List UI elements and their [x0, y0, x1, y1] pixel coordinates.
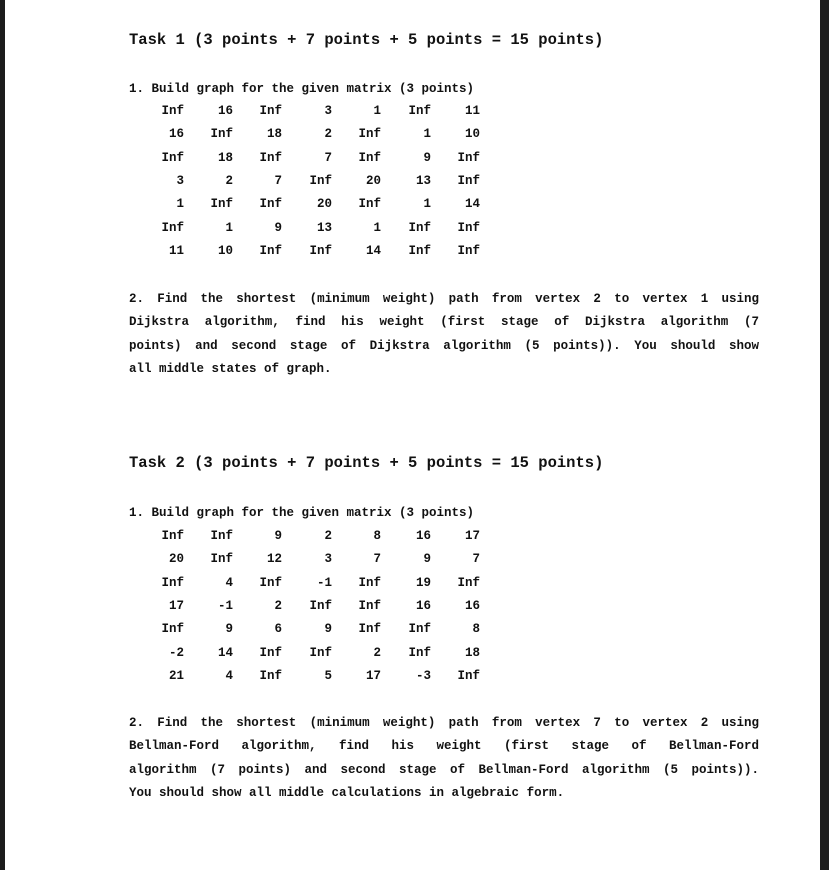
matrix-cell: 6 [274, 622, 282, 637]
matrix-cell: 10 [217, 243, 233, 258]
matrix-cell: 2 [274, 598, 282, 613]
matrix-cell: Inf [358, 598, 381, 613]
matrix-cell: Inf [358, 575, 381, 590]
matrix-cell: 2 [373, 645, 381, 660]
matrix-cell: 4 [225, 575, 233, 590]
matrix-cell: 1 [373, 220, 381, 235]
matrix-cell: 10 [464, 127, 480, 142]
matrix-cell: 3 [176, 173, 184, 188]
matrix-cell: -1 [316, 575, 332, 590]
matrix-cell: Inf [259, 150, 282, 165]
paragraph-line: all middle states of graph. [129, 361, 332, 376]
matrix-cell: Inf [408, 104, 431, 118]
task2-item1: 1. Build graph for the given matrix (3 points) [129, 506, 475, 520]
matrix-cell: Inf [309, 243, 332, 258]
matrix-cell: Inf [358, 622, 381, 637]
matrix-cell: 18 [464, 645, 480, 660]
matrix-cell: Inf [210, 127, 233, 142]
matrix-cell: Inf [259, 243, 282, 258]
task1-title: Task 1 (3 points + 7 points + 5 points = 15 points) [129, 31, 604, 49]
matrix-cell: 2 [324, 529, 332, 543]
matrix-cell: 3 [324, 104, 332, 118]
matrix-cell: 17 [464, 529, 480, 543]
matrix-cell: -1 [217, 598, 233, 613]
matrix-cell: 16 [217, 104, 233, 118]
matrix-cell: 18 [266, 127, 282, 142]
matrix-cell: 2 [225, 173, 233, 188]
matrix-cell: 17 [365, 668, 381, 683]
paragraph-line: algorithm (7 points) and second stage of Bellman-Ford algorithm (5 points)). [129, 762, 759, 777]
matrix-cell: 2 [324, 127, 332, 142]
matrix-cell: Inf [309, 645, 332, 660]
matrix-cell: Inf [161, 104, 184, 118]
matrix-cell: 1 [373, 104, 381, 118]
matrix-cell: 1 [225, 220, 233, 235]
matrix-cell: 21 [168, 668, 184, 683]
matrix-cell: 14 [217, 645, 233, 660]
matrix-cell: Inf [161, 150, 184, 165]
matrix-cell: Inf [309, 598, 332, 613]
matrix-cell: Inf [457, 173, 480, 188]
matrix-cell: Inf [408, 645, 431, 660]
matrix-cell: 20 [316, 197, 332, 212]
matrix-cell: Inf [457, 575, 480, 590]
matrix-cell: 16 [464, 598, 480, 613]
matrix-cell: 3 [324, 552, 332, 567]
matrix-cell: 7 [324, 150, 332, 165]
matrix-cell: Inf [210, 552, 233, 567]
matrix-cell: Inf [259, 104, 282, 118]
matrix-cell: Inf [358, 150, 381, 165]
matrix-cell: 13 [316, 220, 332, 235]
matrix-cell: Inf [259, 197, 282, 212]
matrix-cell: 16 [415, 529, 431, 543]
matrix-cell: 16 [415, 598, 431, 613]
matrix-cell: -3 [415, 668, 431, 683]
matrix-cell: 9 [274, 220, 282, 235]
matrix-cell: Inf [259, 645, 282, 660]
matrix-cell: Inf [358, 127, 381, 142]
matrix-cell: 20 [168, 552, 184, 567]
paragraph-line: 2. Find the shortest (minimum weight) path from vertex 2 to vertex 1 using [129, 292, 759, 306]
matrix-cell: Inf [161, 575, 184, 590]
matrix-cell: Inf [358, 197, 381, 212]
matrix-cell: Inf [210, 197, 233, 212]
matrix-cell: 1 [423, 197, 431, 212]
matrix-cell: Inf [259, 575, 282, 590]
matrix-cell: 20 [365, 173, 381, 188]
matrix-cell: 9 [274, 529, 282, 543]
matrix-cell: Inf [457, 668, 480, 683]
paragraph-line: You should show all middle calculations in algebraic form. [129, 785, 565, 800]
matrix-cell: 14 [464, 197, 480, 212]
paragraph-line: Dijkstra algorithm, find his weight (first stage of Dijkstra algorithm (7 [129, 315, 759, 330]
paragraph-line: points) and second stage of Dijkstra algorithm (5 points)). You should show [129, 338, 759, 353]
matrix-cell: Inf [457, 220, 480, 235]
matrix-cell: Inf [408, 622, 431, 637]
matrix-cell: 12 [266, 552, 282, 567]
task1-item1: 1. Build graph for the given matrix (3 points) [129, 82, 475, 96]
matrix-cell: Inf [457, 243, 480, 258]
document-page [5, 0, 820, 870]
matrix-cell: Inf [408, 220, 431, 235]
matrix-cell: 9 [324, 622, 332, 637]
matrix-cell: 9 [423, 552, 431, 567]
matrix-cell: 1 [176, 197, 184, 212]
task2-title: Task 2 (3 points + 7 points + 5 points = 15 points) [129, 454, 604, 472]
matrix-cell: 18 [217, 150, 233, 165]
matrix-cell: 7 [373, 552, 381, 567]
matrix-cell: Inf [161, 622, 184, 637]
matrix-cell: 11 [464, 104, 480, 118]
matrix-cell: 9 [225, 622, 233, 637]
matrix-cell: 8 [472, 622, 480, 637]
matrix-cell: 4 [225, 668, 233, 683]
matrix-cell: 13 [415, 173, 431, 188]
task2-item2 [129, 712, 759, 805]
matrix-cell: 17 [168, 598, 184, 613]
matrix-cell: 1 [423, 127, 431, 142]
matrix-cell: Inf [259, 668, 282, 683]
matrix-cell: Inf [161, 529, 184, 543]
matrix-cell: 11 [168, 243, 184, 258]
matrix-cell: Inf [408, 243, 431, 258]
matrix-cell: Inf [210, 529, 233, 543]
matrix-cell: 7 [274, 173, 282, 188]
matrix-cell: 19 [415, 575, 431, 590]
matrix-cell: -2 [168, 645, 184, 660]
matrix-cell: 8 [373, 529, 381, 543]
matrix-cell: 16 [168, 127, 184, 142]
matrix-cell: 5 [324, 668, 332, 683]
matrix-cell: 9 [423, 150, 431, 165]
task1-item2 [129, 288, 759, 381]
matrix-cell: Inf [457, 150, 480, 165]
matrix-cell: 14 [365, 243, 381, 258]
matrix-cell: Inf [309, 173, 332, 188]
paragraph-line: Bellman-Ford algorithm, find his weight (first stage of Bellman-Ford [129, 739, 759, 754]
paragraph-line: 2. Find the shortest (minimum weight) path from vertex 7 to vertex 2 using [129, 716, 759, 730]
matrix-cell: Inf [161, 220, 184, 235]
matrix-cell: 7 [472, 552, 480, 567]
